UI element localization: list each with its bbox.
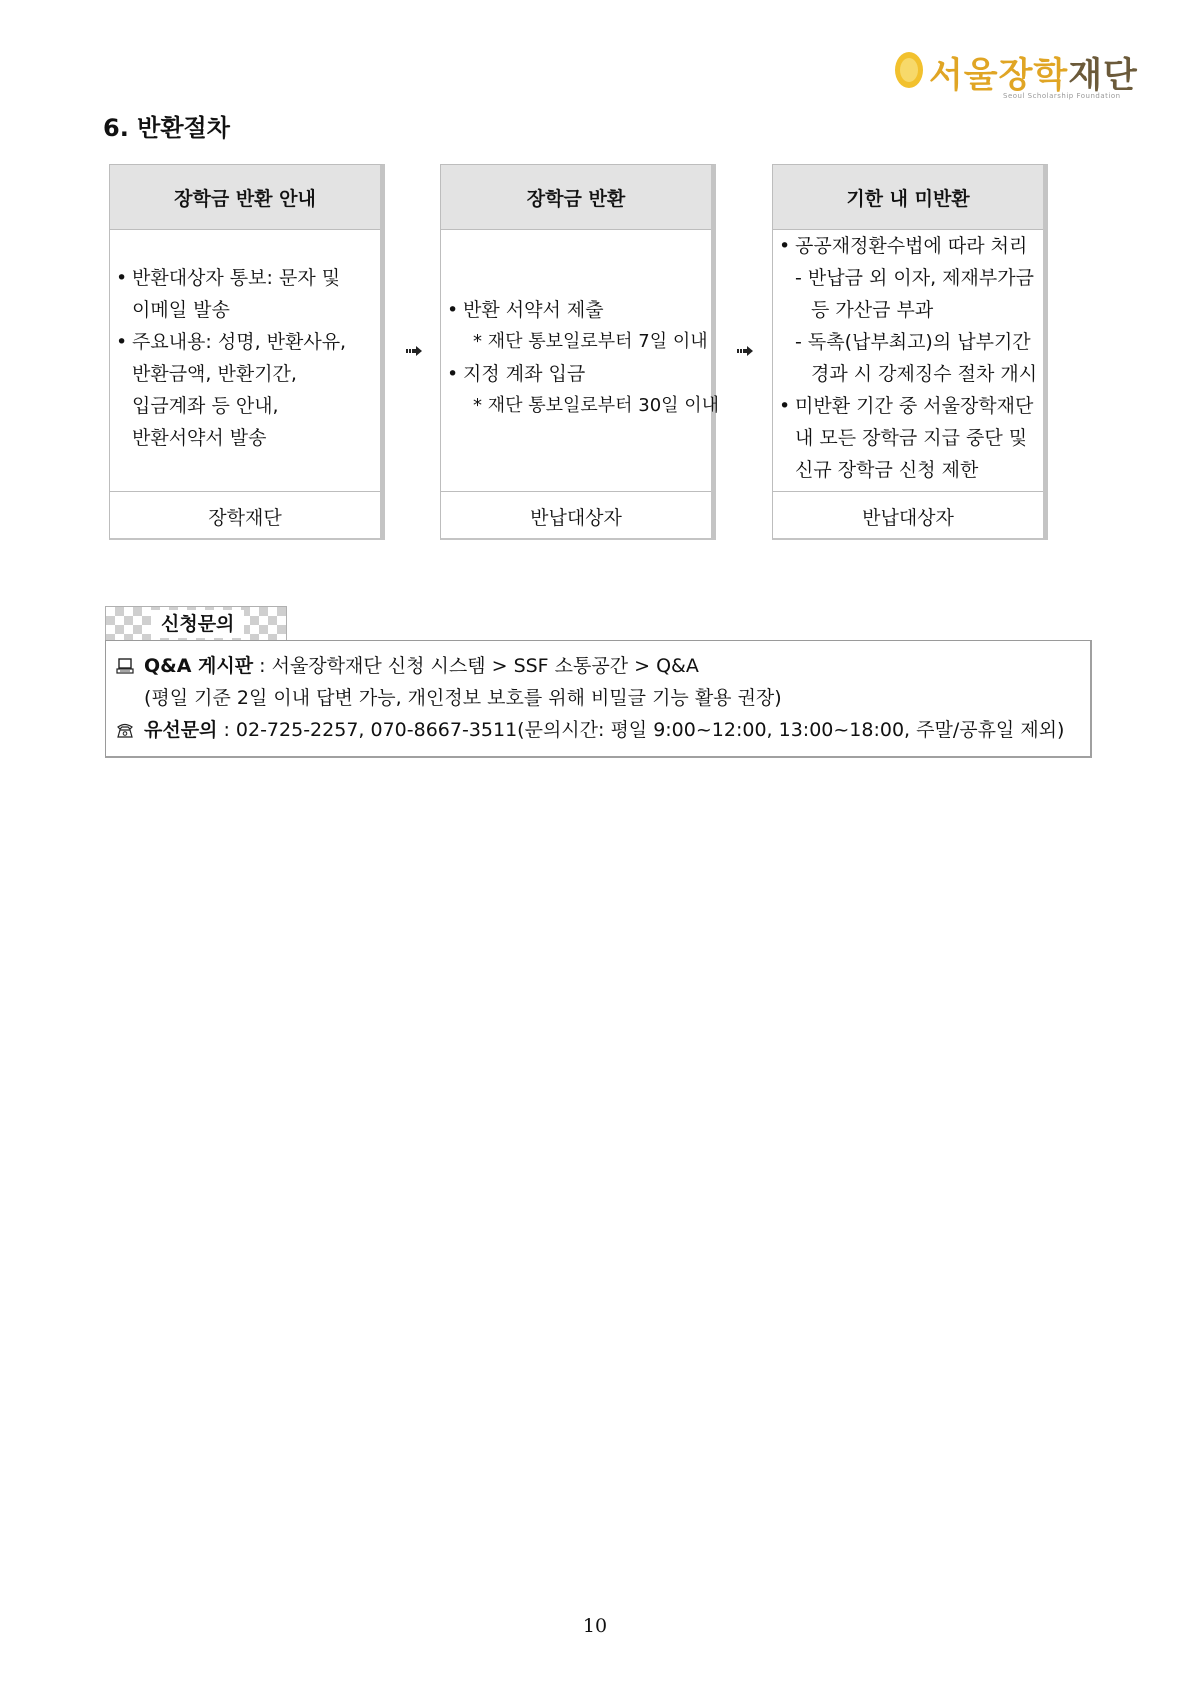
logo-text-end: 재단 <box>1068 56 1138 96</box>
flow-line: 반환금액, 반환기간, <box>132 363 297 385</box>
flow-line: • 미반환 기간 중 서울장학재단 <box>779 395 1034 417</box>
flow-line: - 독촉(납부최고)의 납부기간 <box>795 331 1031 353</box>
computer-icon <box>116 658 134 674</box>
qa-title: Q&A 게시판 <box>144 655 254 677</box>
flow-line: • 지정 계좌 입금 <box>447 363 586 385</box>
flow-line: - 반납금 외 이자, 제재부가금 <box>795 267 1034 289</box>
flow-line: • 주요내용: 성명, 반환사유, <box>116 331 347 353</box>
flow-step-body <box>441 230 720 492</box>
telephone-icon <box>116 722 134 738</box>
inquiry-tab <box>105 606 287 640</box>
double-arrow-right-icon <box>737 346 753 356</box>
flow-line: 이메일 발송 <box>132 299 230 321</box>
flow-step-owner: 반납대상자 <box>862 507 954 529</box>
flow-step-owner: 반납대상자 <box>530 507 622 529</box>
double-arrow-right-icon <box>406 346 422 356</box>
flow-line: * 재단 통보일로부터 30일 이내 <box>473 395 720 416</box>
qa-text: : 서울장학재단 신청 시스템 > SSF 소통공간 > Q&A <box>253 655 699 677</box>
flow-step-notice <box>109 164 385 540</box>
phone-line <box>116 714 1064 746</box>
foundation-logo <box>893 44 1138 104</box>
logo-wordmark <box>929 48 1138 98</box>
qa-note: (평일 기준 2일 이내 답변 가능, 개인정보 보호를 위해 비밀글 기능 활용 권장) <box>144 687 782 709</box>
flow-line: 신규 장학금 신청 제한 <box>795 459 979 481</box>
flow-step-title: 장학금 반환 <box>441 165 711 230</box>
flow-step-title: 장학금 반환 안내 <box>110 165 380 230</box>
flow-line: 입금계좌 등 안내, <box>132 395 279 417</box>
flow-line: • 반환대상자 통보: 문자 및 <box>116 267 341 289</box>
inquiry-box <box>105 640 1092 758</box>
logo-text-main: 서울장학 <box>929 56 1069 96</box>
logo-subtext: Seoul Scholarship Foundation <box>1003 92 1121 100</box>
page-number: 10 <box>582 1615 608 1637</box>
flow-line: 반환서약서 발송 <box>132 427 267 449</box>
logo-emblem-icon <box>893 50 925 90</box>
flow-step-body <box>773 230 1043 492</box>
qa-line <box>116 650 699 682</box>
flow-step-body <box>110 230 380 492</box>
flow-step-overdue <box>772 164 1048 540</box>
flow-step-title: 기한 내 미반환 <box>773 165 1043 230</box>
phone-title: 유선문의 <box>144 719 218 741</box>
inquiry-label: 신청문의 <box>151 610 244 638</box>
flow-line: 등 가산금 부과 <box>811 299 934 321</box>
section-title: 6. 반환절차 <box>103 114 230 142</box>
flow-line: 경과 시 강제징수 절차 개시 <box>811 363 1038 385</box>
flow-line: • 공공재정환수법에 따라 처리 <box>779 235 1028 257</box>
flow-line: • 반환 서약서 제출 <box>447 299 604 321</box>
flow-step-repayment <box>440 164 720 540</box>
flow-step-owner: 장학재단 <box>208 507 282 529</box>
phone-text: : 02-725-2257, 070-8667-3511(문의시간: 평일 9:00~12:00, 13:00~18:00, 주말/공휴일 제외) <box>217 719 1065 741</box>
flow-line: * 재단 통보일로부터 7일 이내 <box>473 331 708 352</box>
flow-line: 내 모든 장학금 지급 중단 및 <box>795 427 1028 449</box>
